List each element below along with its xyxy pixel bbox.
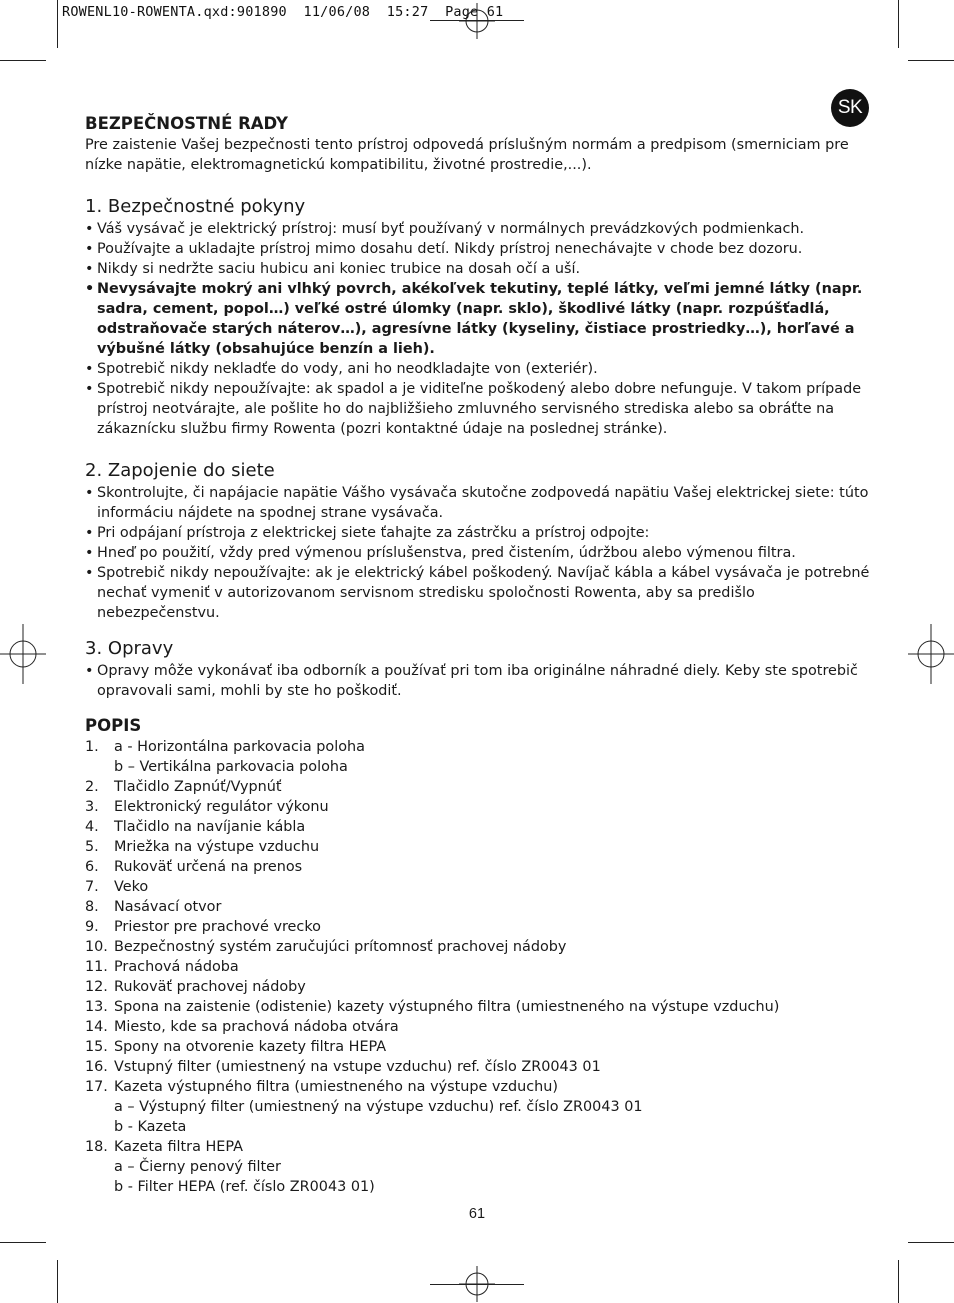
crop-mark [898,1260,899,1303]
print-slug: ROWENL10-ROWENTA.qxd:901890 11/06/08 15:27 Page 61 [62,4,504,20]
part-label: Rukoväť určená na prenos [114,859,303,875]
part-label: b – Vertikálna parkovacia poloha [114,759,348,775]
section-title-repairs: 3. Opravy [85,638,174,659]
parts-list-item [85,877,875,897]
parts-list-item [85,857,875,877]
parts-list-item [85,977,875,997]
part-label: Vstupný filter (umiestnený na vstupe vzduchu) ref. číslo ZR0043 01 [114,1059,601,1075]
part-label: b - Kazeta [114,1119,187,1135]
section-title-description: POPIS [85,716,142,735]
part-number: 9. [85,919,99,935]
parts-list-item [85,777,875,797]
list-item: • Váš vysávač je elektrický prístroj: musí byť používaný v normálnych prevádzkových podmienkach. [85,219,875,239]
list-item-warning: • Nevysávajte mokrý ani vlhký povrch, akékoľvek tekutiny, teplé látky, veľmi jemné látky (napr. sadra, cement, popol…) veľké ostré úlomky (napr. sklo), škodlivé látky (napr. rozpúšťadlá, odstraňovače starých náterov…), agresívne látky (kyseliny, čistiace prostriedky…), horľavé a výbušné látky (obsahujúce benzín a lieh). [85,279,875,359]
part-number [85,1117,114,1137]
intro-paragraph: Pre zaistenie Vašej bezpečnosti tento prístroj odpovedá príslušným normám a predpisom (smerniciam pre nízke napätie, elektromagnetickú kompatibilitu, životné prostredie,...). [85,137,849,173]
registration-mark-icon [908,624,954,684]
part-number: 13. [85,999,108,1015]
part-number: 12. [85,979,108,995]
registration-mark-icon [0,624,46,684]
list-item: • Opravy môže vykonávať iba odborník a používať pri tom iba originálne náhradné diely. Keby ste spotrebič opravovali sami, mohli by ste ho poškodiť. [85,661,875,701]
part-label: Prachová nádoba [114,959,239,975]
parts-list-item [85,1157,875,1177]
part-number: 16. [85,1059,108,1075]
parts-list [85,737,875,1197]
list-item: • Nikdy si nedržte saciu hubicu ani koniec trubice na dosah očí a uší. [85,259,875,279]
parts-list-item [85,757,875,777]
part-number [85,757,114,777]
part-number: 17. [85,1079,108,1095]
part-number: 1. [85,739,99,755]
part-number: 6. [85,859,99,875]
list-item: • Spotrebič nikdy nepoužívajte: ak je elektrický kábel poškodený. Navíjač kábla a kábel vysávača je potrebné nechať vymeniť v autorizovanom servisnom stredisku spoločnosti Rowenta, aby sa predišlo nebezpečenstvu. [85,563,875,623]
list-item: • Spotrebič nikdy nepoužívajte: ak spadol a je viditeľne poškodený alebo dobre nefunguje. V takom prípade prístroj neotvárajte, ale pošlite ho do najbližšieho zmluvného servisného strediska alebo sa obráťte na zákaznícku službu firmy Rowenta (pozri kontaktné údaje na poslednej stránke). [85,379,875,439]
parts-list-item [85,1057,875,1077]
parts-list-item [85,957,875,977]
parts-list-item [85,997,875,1017]
part-number: 11. [85,959,108,975]
parts-list-item [85,797,875,817]
part-number: 15. [85,1039,108,1055]
part-label: Tlačidlo Zapnúť/Vypnúť [114,779,282,795]
part-label: Miesto, kde sa prachová nádoba otvára [114,1019,399,1035]
crop-mark [0,60,46,61]
parts-list-item [85,1037,875,1057]
part-number: 5. [85,839,99,855]
crop-mark [57,0,58,48]
parts-list-item [85,1017,875,1037]
part-label: Kazeta filtra HEPA [114,1139,243,1155]
list-item: • Skontrolujte, či napájacie napätie Vášho vysávača skutočne zodpovedá napätiu Vašej elektrickej siete: túto informáciu nájdete na spodnej strane vysávača. [85,483,875,523]
section-title-power: 2. Zapojenie do siete [85,460,275,481]
part-number: 7. [85,879,99,895]
part-label: a – Výstupný filter (umiestnený na výstupe vzduchu) ref. číslo ZR0043 01 [114,1099,643,1115]
power-list [85,483,875,623]
parts-list-item [85,1177,875,1197]
crop-mark [0,1242,46,1243]
parts-list-item [85,1097,875,1117]
part-number: 4. [85,819,99,835]
parts-list-item [85,1137,875,1157]
part-label: a - Horizontálna parkovacia poloha [114,739,365,755]
crop-mark [908,1242,954,1243]
section-title-safety: BEZPEČNOSTNÉ RADY [85,114,289,133]
parts-list-item [85,837,875,857]
parts-list-item [85,1077,875,1097]
part-label: Veko [114,879,149,895]
parts-list-item [85,737,875,757]
list-item: • Hneď po použití, vždy pred výmenou príslušenstva, pred čistením, údržbou alebo výmenou filtra. [85,543,875,563]
list-item: • Pri odpájaní prístroja z elektrickej siete ťahajte za zástrčku a prístroj odpojte: [85,523,875,543]
parts-list-item [85,897,875,917]
part-number: 2. [85,779,99,795]
parts-list-item [85,917,875,937]
part-label: Kazeta výstupného filtra (umiestneného na výstupe vzduchu) [114,1079,559,1095]
part-label: b - Filter HEPA (ref. číslo ZR0043 01) [114,1179,375,1195]
page-number: 61 [468,1206,486,1222]
safety-list [85,219,875,439]
list-item: • Spotrebič nikdy nekladťe do vody, ani ho neodkladajte von (exteriér). [85,359,875,379]
repairs-list [85,661,875,701]
part-label: Nasávací otvor [114,899,222,915]
parts-list-item [85,1117,875,1137]
part-number: 8. [85,899,99,915]
part-label: Mriežka na výstupe vzduchu [114,839,320,855]
crop-mark [898,0,899,48]
part-label: Spony na otvorenie kazety filtra HEPA [114,1039,387,1055]
part-number: 18. [85,1139,108,1155]
language-badge: SK [831,89,869,127]
registration-mark-icon [459,1266,495,1302]
part-number: 3. [85,799,99,815]
part-number [85,1157,114,1177]
section-title-safety-instructions: 1. Bezpečnostné pokyny [85,196,306,217]
registration-mark-icon [459,3,495,39]
part-number [85,1097,114,1117]
part-label: Spona na zaistenie (odistenie) kazety výstupného filtra (umiestneného na výstupe vzduchu) [114,999,780,1015]
part-label: Bezpečnostný systém zaručujúci prítomnosť prachovej nádoby [114,939,567,955]
page-content [85,113,875,1197]
part-label: Rukoväť prachovej nádoby [114,979,306,995]
crop-mark [57,1260,58,1303]
part-label: a – Čierny penový filter [114,1159,281,1175]
parts-list-item [85,817,875,837]
part-label: Tlačidlo na navíjanie kábla [114,819,306,835]
part-number: 10. [85,939,108,955]
list-item: • Používajte a ukladajte prístroj mimo dosahu detí. Nikdy prístroj nenechávajte v chode bez dozoru. [85,239,875,259]
part-label: Elektronický regulátor výkonu [114,799,329,815]
part-number: 14. [85,1019,108,1035]
part-label: Priestor pre prachové vrecko [114,919,321,935]
part-number [85,1177,114,1197]
parts-list-item [85,937,875,957]
crop-mark [908,60,954,61]
